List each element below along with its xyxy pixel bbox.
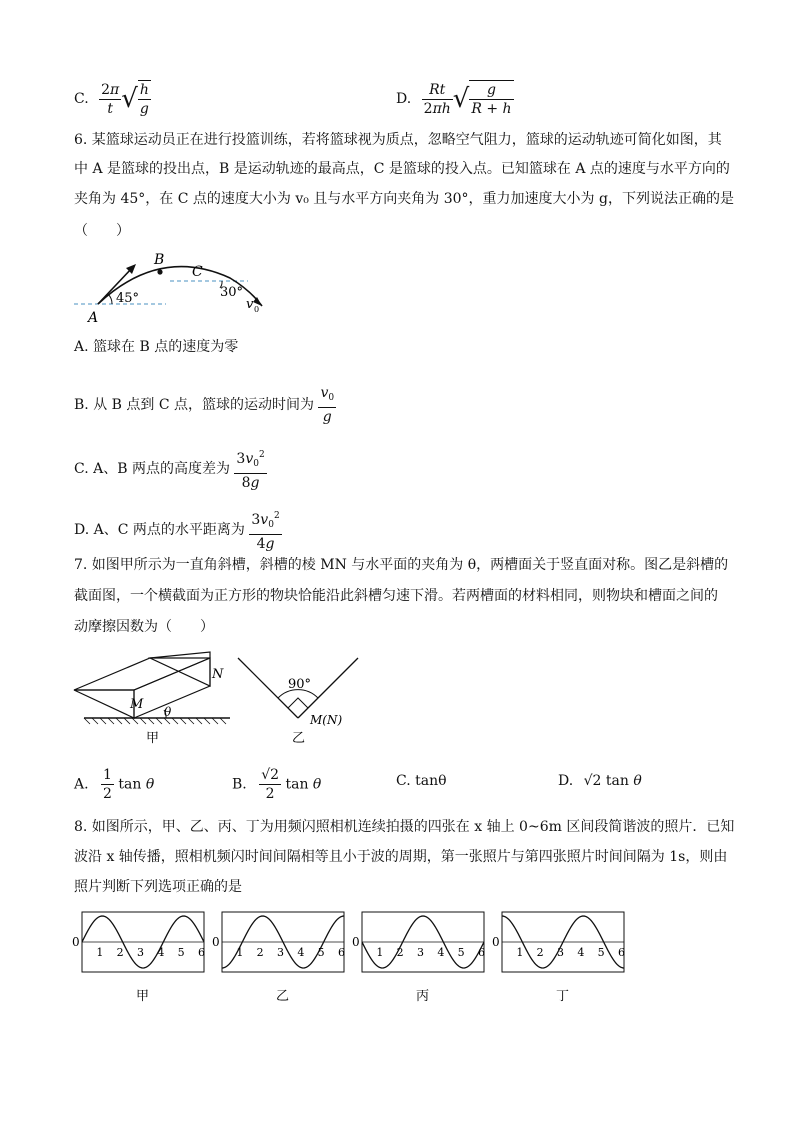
q6-option-c-formula: $\frac{3v_0^2}{8g}$	[234, 446, 266, 492]
wave-tick-label: 2	[396, 946, 404, 959]
q7-option-b-formula: $\frac{√2}{2}$	[261, 767, 280, 802]
wave-tick-label: 4	[577, 946, 585, 959]
q7-trough-top-face	[74, 658, 210, 690]
q6-stem-line3: 夹角为 45°，在 C 点的速度大小为 v₀ 且与水平方向夹角为 30°，重力加速度大小为 g，下列说法正确的是	[74, 191, 734, 207]
wave-tick-label: 5	[597, 946, 605, 959]
q8-stem-line1: 8. 如图所示，甲、乙、丙、丁为用频闪照相机连续拍摄的四张在 x 轴上 0~6m 区间段简谐波的照片．已知	[74, 819, 735, 835]
wave-tick-label: 3	[137, 946, 144, 959]
q7-option-b-label: B.	[232, 776, 247, 793]
q6-option-a: A. 篮球在 B 点的速度为零	[74, 339, 239, 355]
q8-stem-line2: 波沿 x 轴传播，照相机频闪时间间隔相等且小于波的周期，第一张照片与第四张照片时间间隔为 1s，则由	[74, 849, 728, 865]
wave-tick-label: 5	[457, 946, 465, 959]
wave-panel-origin: 0	[352, 935, 360, 949]
q8-stem-line3: 照片判断下列选项正确的是	[74, 879, 242, 895]
q6-option-b	[74, 384, 336, 426]
q7-label-90: 90°	[288, 677, 312, 692]
wave-tick-label: 3	[277, 946, 284, 959]
q5-option-c-label: C.	[74, 91, 89, 107]
q7-trough-end-face	[74, 690, 134, 718]
wave-panel-origin: 0	[72, 935, 80, 949]
q7-figures	[70, 648, 370, 748]
q6-label-a: A	[88, 310, 99, 326]
q7-option-c: C. tanθ	[396, 773, 447, 789]
q7-option-d	[558, 770, 642, 792]
q6-stem-line4: （ ）	[74, 223, 130, 239]
wave-panel-2	[212, 912, 345, 1004]
q6-option-c	[74, 446, 267, 492]
wave-tick-label: 1	[516, 946, 524, 959]
wave-tick-label: 1	[376, 946, 384, 959]
q6-option-c-text: C. A、B 两点的高度差为	[74, 461, 230, 477]
wave-panel-1	[72, 912, 205, 1004]
q6-label-v0-sub: 0	[254, 305, 260, 314]
wave-tick-label: 2	[116, 946, 124, 959]
q7-trough-wall	[150, 652, 210, 686]
wave-panel-4	[492, 912, 625, 1004]
wave-tick-label: 6	[618, 946, 625, 959]
q7-option-d-label: D.	[558, 773, 574, 789]
q6-option-d	[74, 507, 282, 553]
q7-ground-hatch	[84, 718, 226, 724]
wave-tick-label: 2	[536, 946, 544, 959]
q7-option-a-label: A.	[74, 776, 89, 793]
q7-trough-side-face	[134, 658, 210, 718]
wave-panel-caption: 甲	[136, 989, 150, 1004]
wave-panel-origin: 0	[212, 935, 220, 949]
q5-option-d	[396, 80, 514, 118]
wave-tick-label: 3	[417, 946, 424, 959]
q6-option-b-formula: $\frac{v_0}{g}$	[320, 385, 335, 425]
q7-label-theta: θ	[164, 705, 172, 719]
q7-stem-line3: 动摩擦因数为（ ）	[74, 619, 214, 635]
q7-option-a: A. $\frac{1}{2}$ tan θ	[74, 767, 155, 802]
q6-label-30: 30°	[220, 285, 244, 300]
q7-label-n: N	[212, 667, 224, 682]
wave-panel-3	[352, 912, 485, 1004]
wave-tick-label: 4	[437, 946, 445, 959]
q6-label-b: B	[154, 252, 165, 268]
q6-label-45: 45°	[116, 291, 140, 306]
q6-option-d-text: D. A、C 两点的水平距离为	[74, 522, 245, 538]
wave-tick-label: 4	[157, 946, 165, 959]
q8-wave-photos	[64, 904, 664, 1004]
wave-tick-label: 6	[198, 946, 205, 959]
q6-trajectory-figure	[70, 250, 270, 330]
q5-option-c	[74, 80, 151, 118]
wave-tick-label: 3	[557, 946, 564, 959]
q7-option-a-formula: $\frac{1}{2}$	[103, 767, 112, 802]
q7-label-mn: M(N)	[310, 713, 343, 727]
q6-stem-line2: 中 A 是篮球的投出点，B 是运动轨迹的最高点，C 是篮球的投入点。已知篮球在 A 点的速度与水平方向的	[74, 161, 730, 177]
wave-tick-label: 6	[338, 946, 345, 959]
q5-option-d-formula: $\frac{Rt}{2\pi h}$ √ $\frac{g}{R + h}$	[423, 81, 512, 117]
q6-option-d-formula: $\frac{3v_0^2}{4g}$	[249, 507, 281, 553]
q7-caption-yi: 乙	[292, 731, 306, 746]
q5-option-c-formula: $\frac{2\pi}{t}$ √ $\frac{h}{g}$	[101, 81, 149, 117]
q7-right-angle-mark	[288, 698, 308, 708]
q6-label-v0: v	[246, 297, 254, 312]
q6-label-c: C	[192, 264, 203, 280]
q7-figure-yi	[238, 658, 358, 746]
q7-stem-line1: 7. 如图甲所示为一直角斜槽，斜槽的棱 MN 与水平面的夹角为 θ，两槽面关于竖直面对称。图乙是斜槽的	[74, 557, 729, 573]
q6-point-b-dot	[157, 269, 162, 274]
q7-option-b: B. $\frac{√2}{2}$ tan θ	[232, 767, 322, 802]
wave-tick-label: 2	[256, 946, 264, 959]
wave-tick-label: 1	[96, 946, 104, 959]
wave-tick-label: 4	[297, 946, 305, 959]
q6-option-b-text: B. 从 B 点到 C 点，篮球的运动时间为	[74, 397, 314, 413]
wave-panel-caption: 丁	[556, 989, 570, 1004]
wave-tick-label: 5	[317, 946, 325, 959]
q7-option-d-formula: √2 tan θ	[583, 773, 642, 789]
q7-stem-line2: 截面图，一个横截面为正方形的物块恰能沿此斜槽匀速下滑。若两槽面的材料相同，则物块和槽面之间的	[74, 588, 718, 604]
wave-panel-caption: 丙	[416, 989, 430, 1004]
q7-caption-jia: 甲	[146, 731, 160, 746]
q7-label-m: M	[130, 697, 144, 712]
q5-option-d-label: D.	[396, 91, 412, 107]
wave-tick-label: 1	[236, 946, 244, 959]
wave-tick-label: 5	[177, 946, 185, 959]
wave-panel-origin: 0	[492, 935, 500, 949]
q7-figure-jia	[74, 652, 230, 746]
wave-panel-caption: 乙	[276, 989, 290, 1004]
q6-stem-line1: 6. 某篮球运动员正在进行投篮训练，若将篮球视为质点，忽略空气阻力，篮球的运动轨迹可简化如图，其	[74, 132, 722, 148]
wave-tick-label: 6	[478, 946, 485, 959]
